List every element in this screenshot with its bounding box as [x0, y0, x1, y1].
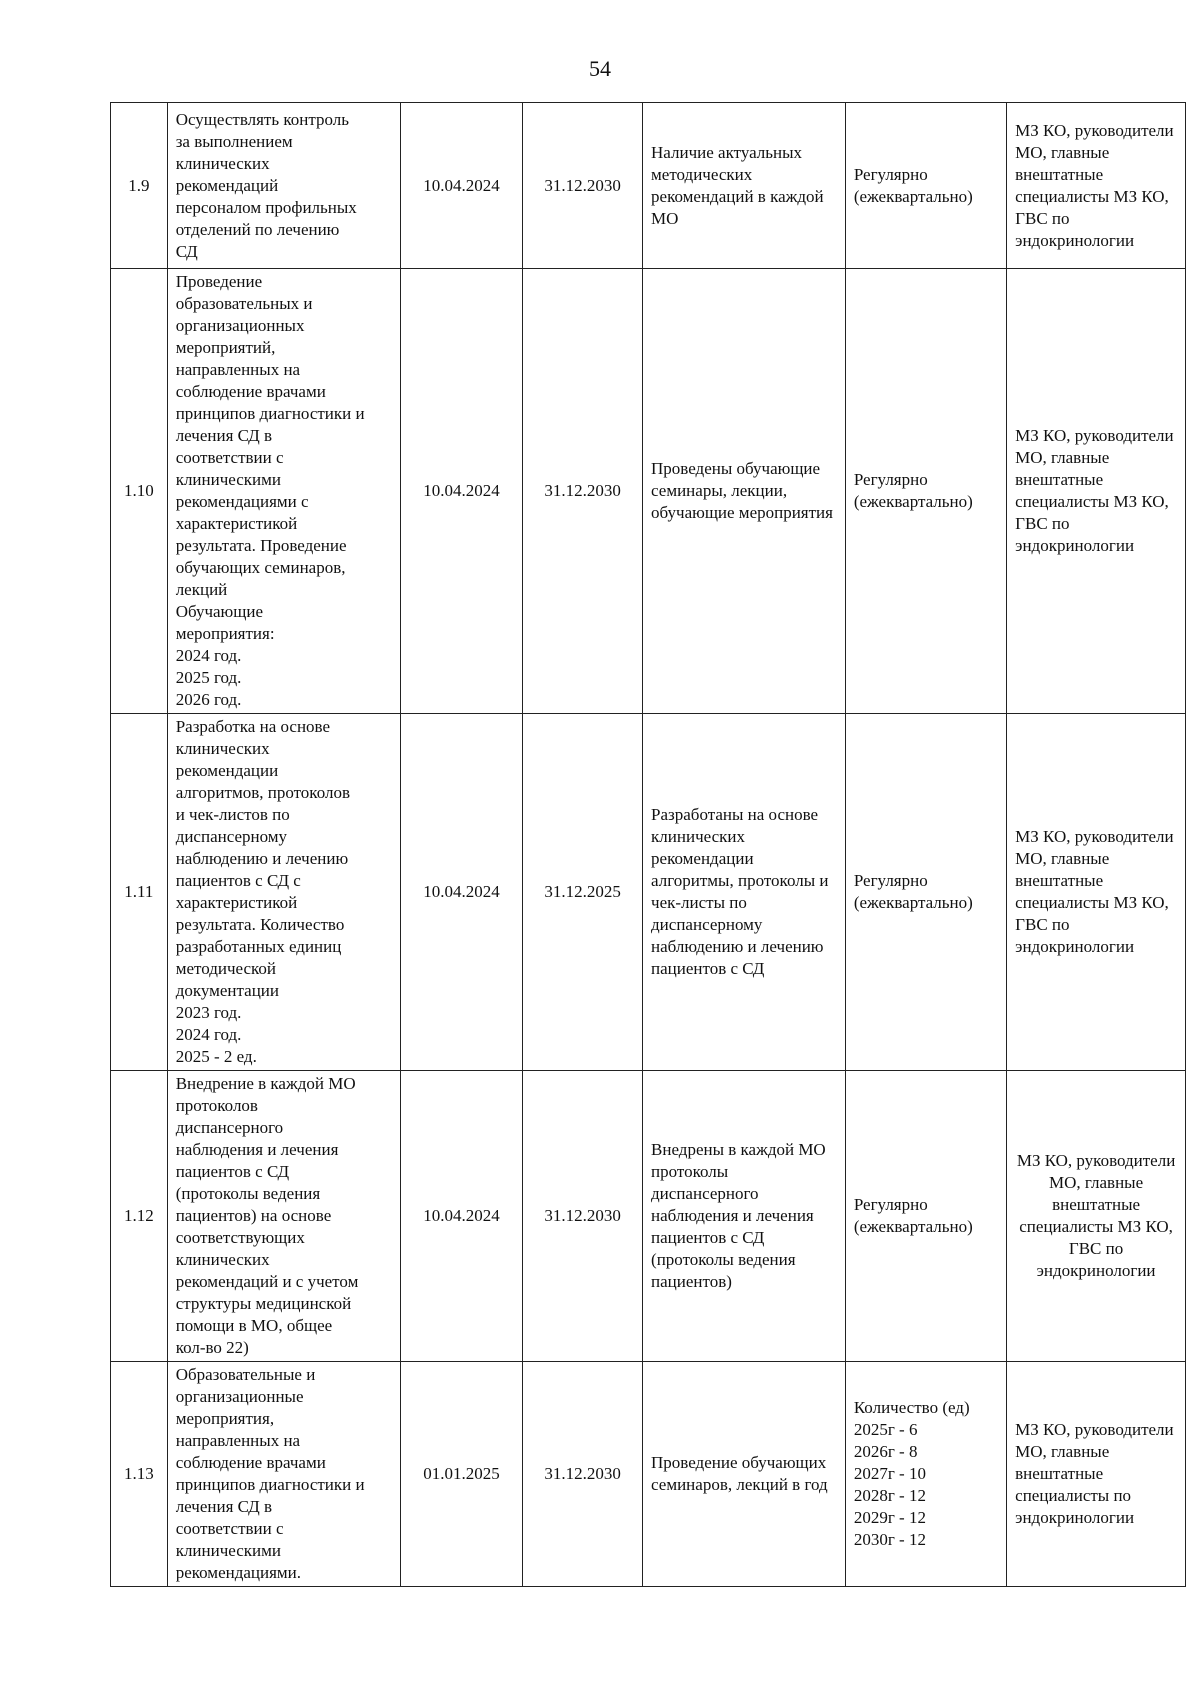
action-line: лечения СД в [175, 1497, 273, 1516]
action-line: характеристикой [175, 514, 298, 533]
item-number: 1.12 [111, 1071, 168, 1362]
action-line: мероприятия: [175, 624, 275, 643]
responsible-parties: МЗ КО, руководители МО, главные внештатные специалисты МЗ КО, ГВС по эндокринологии [1007, 269, 1186, 714]
action-line: рекомендаций и с учетом [175, 1272, 359, 1291]
action-line: 2024 год. [175, 1025, 242, 1044]
action-line: Обучающие [175, 602, 263, 621]
action-line: наблюдения и лечения [175, 1140, 339, 1159]
action-line: соблюдение врачами [175, 1453, 326, 1472]
item-number: 1.13 [111, 1362, 168, 1587]
action-line: 2025 - 2 ед. [175, 1047, 257, 1066]
action-line: мероприятия, [175, 1409, 275, 1428]
action-line: наблюдению и лечению [175, 849, 349, 868]
expected-result: Внедрены в каждой МО протоколы диспансерного наблюдения и лечения пациентов с СД (протоколы ведения пациентов) [643, 1071, 846, 1362]
periodicity: Регулярно (ежеквартально) [845, 103, 1006, 269]
end-date: 31.12.2025 [523, 714, 643, 1071]
responsible-parties: МЗ КО, руководители МО, главные внештатные специалисты МЗ КО, ГВС по эндокринологии [1007, 714, 1186, 1071]
action-line: результата. Количество [175, 915, 345, 934]
action-description [167, 714, 400, 1071]
expected-result: Наличие актуальных методических рекомендаций в каждой МО [643, 103, 846, 269]
action-line: и чек-листов по [175, 805, 290, 824]
expected-result: Разработаны на основе клинических рекомендации алгоритмы, протоколы и чек-листы по диспансерному наблюдению и лечению пациентов с СД [643, 714, 846, 1071]
table-row [111, 714, 1186, 1071]
end-date: 31.12.2030 [523, 1071, 643, 1362]
action-line: клинических [175, 153, 270, 173]
action-line: разработанных единиц [175, 937, 342, 956]
action-line: 2026 год. [175, 690, 242, 709]
action-line: Осуществлять контроль [175, 109, 349, 129]
action-line: рекомендации [175, 761, 279, 780]
table-row [111, 269, 1186, 714]
action-line: персоналом профильных [175, 197, 357, 217]
action-line: рекомендациями с [175, 492, 309, 511]
action-line: клинических [175, 1250, 270, 1269]
action-line: мероприятий, [175, 338, 276, 357]
periodicity [845, 1362, 1006, 1587]
action-line: направленных на [175, 1431, 301, 1450]
table-row [111, 1071, 1186, 1362]
periodicity: Регулярно (ежеквартально) [845, 269, 1006, 714]
start-date: 01.01.2025 [401, 1362, 523, 1587]
action-line: Проведение [175, 272, 263, 291]
action-line: Разработка на основе [175, 717, 331, 736]
action-line: лечения СД в [175, 426, 273, 445]
action-line: диспансерному [175, 827, 288, 846]
action-line: направленных на [175, 360, 301, 379]
action-line: Внедрение в каждой МО [175, 1074, 356, 1093]
action-line: организационные [175, 1387, 304, 1406]
action-line: принципов диагностики и [175, 1475, 365, 1494]
start-date: 10.04.2024 [401, 1071, 523, 1362]
action-line: клинических [175, 739, 270, 758]
action-line: пациентов с СД [175, 1162, 290, 1181]
periodicity-line: 2025г - 6 [853, 1420, 918, 1439]
action-line: кол-во 22) [175, 1338, 249, 1357]
action-line: пациентов с СД с [175, 871, 301, 890]
action-line: отделений по лечению [175, 219, 340, 239]
action-line: клиническими [175, 470, 281, 489]
action-line: 2023 год. [175, 1003, 242, 1022]
action-line: 2025 год. [175, 668, 242, 687]
action-line: структуры медицинской [175, 1294, 352, 1313]
action-line: протоколов [175, 1096, 258, 1115]
action-description [167, 269, 400, 714]
action-line: диспансерного [175, 1118, 284, 1137]
responsible-parties: МЗ КО, руководители МО, главные внештатные специалисты по эндокринологии [1007, 1362, 1186, 1587]
action-line: организационных [175, 316, 305, 335]
periodicity-line: 2028г - 12 [853, 1486, 926, 1505]
item-number: 1.11 [111, 714, 168, 1071]
periodicity-line: 2027г - 10 [853, 1464, 926, 1483]
action-line: документации [175, 981, 280, 1000]
expected-result: Проведены обучающие семинары, лекции, обучающие мероприятия [643, 269, 846, 714]
periodicity: Регулярно (ежеквартально) [845, 714, 1006, 1071]
action-line: обучающих семинаров, [175, 558, 346, 577]
action-line: алгоритмов, протоколов [175, 783, 350, 802]
action-line: клиническими [175, 1541, 281, 1560]
action-line: 2024 год. [175, 646, 242, 665]
responsible-parties: МЗ КО, руководители МО, главные внештатные специалисты МЗ КО, ГВС по эндокринологии [1007, 103, 1186, 269]
table-row [111, 1362, 1186, 1587]
periodicity-line: 2030г - 12 [853, 1530, 926, 1549]
action-line: СД [175, 241, 198, 261]
item-number: 1.9 [111, 103, 168, 269]
action-line: (протоколы ведения [175, 1184, 321, 1203]
periodicity: Регулярно (ежеквартально) [845, 1071, 1006, 1362]
end-date: 31.12.2030 [523, 1362, 643, 1587]
action-line: результата. Проведение [175, 536, 347, 555]
action-line: пациентов) на основе [175, 1206, 332, 1225]
action-line: соответствующих [175, 1228, 305, 1247]
action-description [167, 1362, 400, 1587]
action-line: принципов диагностики и [175, 404, 365, 423]
action-line: помощи в МО, общее [175, 1316, 333, 1335]
periodicity-line: 2029г - 12 [853, 1508, 926, 1527]
page-number: 54 [589, 56, 611, 81]
action-line: характеристикой [175, 893, 298, 912]
activities-table [110, 102, 1186, 1587]
start-date: 10.04.2024 [401, 714, 523, 1071]
periodicity-line: Количество (ед) [853, 1398, 970, 1417]
action-line: лекций [175, 580, 228, 599]
periodicity-line: 2026г - 8 [853, 1442, 918, 1461]
responsible-parties: МЗ КО, руководители МО, главные внештатные специалисты МЗ КО, ГВС по эндокринологии [1007, 1071, 1186, 1362]
action-line: методической [175, 959, 277, 978]
expected-result: Проведение обучающих семинаров, лекций в год [643, 1362, 846, 1587]
action-line: за выполнением [175, 131, 293, 151]
action-line: соблюдение врачами [175, 382, 326, 401]
action-line: рекомендациями. [175, 1563, 302, 1582]
item-number: 1.10 [111, 269, 168, 714]
action-line: образовательных и [175, 294, 313, 313]
end-date: 31.12.2030 [523, 269, 643, 714]
action-line: рекомендаций [175, 175, 279, 195]
action-line: соответствии с [175, 1519, 284, 1538]
start-date: 10.04.2024 [401, 269, 523, 714]
action-line: Образовательные и [175, 1365, 316, 1384]
action-line: соответствии с [175, 448, 284, 467]
action-description [167, 1071, 400, 1362]
start-date: 10.04.2024 [401, 103, 523, 269]
end-date: 31.12.2030 [523, 103, 643, 269]
action-description [167, 103, 400, 269]
table-row [111, 103, 1186, 269]
